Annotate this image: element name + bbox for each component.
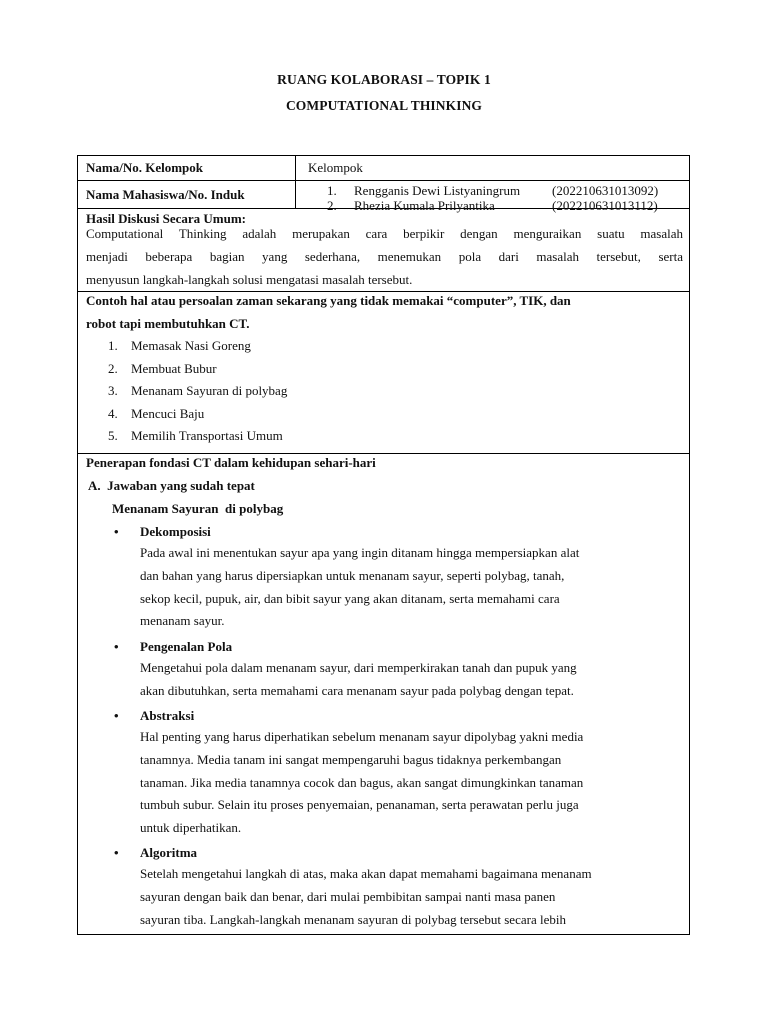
discussion-line: Computational Thinking adalah merupakan cara berpikir dengan menguraikan suatu masalah <box>86 226 683 241</box>
section-line: sekop kecil, pupuk, air, dan bibit sayur yang akan ditanam, serta memahami cara <box>140 590 560 606</box>
bullet-icon: • <box>114 639 119 654</box>
list-number: 2. <box>108 360 118 376</box>
section-title: Dekomposisi <box>140 524 211 539</box>
student-name: Rhezia Kumala Prilyantika <box>354 198 495 213</box>
section-line: untuk diperhatikan. <box>140 820 242 836</box>
section-line: Setelah mengetahui langkah di atas, maka akan dapat memahami bagaimana menanam <box>140 866 592 881</box>
section-body <box>140 657 680 703</box>
document-subtitle: COMPUTATIONAL THINKING <box>285 98 483 113</box>
group-value: Kelompok <box>308 160 363 175</box>
section-title: Abstraksi <box>140 708 195 723</box>
list-text: Mencuci Baju <box>131 405 205 421</box>
section-line: menanam sayur. <box>140 613 225 629</box>
collaboration-table <box>77 155 690 935</box>
student-id: (202210631013092) <box>552 183 659 198</box>
document-title: RUANG KOLABORASI – TOPIK 1 <box>277 72 491 87</box>
section-line: tanaman. Jika media tanamnya cocok dan bagus, akan sangat dimungkinkan tanaman <box>140 774 584 790</box>
bullet-icon: • <box>114 708 119 723</box>
section-line: sayuran tiba. Langkah-langkah menanam sayuran di polybag tersebut secara lebih <box>140 911 566 927</box>
section-line: Mengetahui pola dalam menanam sayur, dari memperkirakan tanah dan pupuk yang <box>140 660 577 675</box>
section-body <box>140 863 680 931</box>
section-title: Pengenalan Pola <box>140 639 233 654</box>
table-row-students <box>78 181 689 213</box>
student-number: 1. <box>327 183 337 198</box>
group-label: Nama/No. Kelompok <box>86 160 203 175</box>
discussion-heading: Hasil Diskusi Secara Umum: <box>86 211 246 226</box>
application-subheading: A. Jawaban yang sudah tepat <box>88 478 255 493</box>
section-body <box>140 726 680 840</box>
discussion-paragraph <box>86 222 683 291</box>
application-topic: Menanam Sayuran di polybag <box>112 501 284 516</box>
discussion-line: menjadi beberapa bagian yang sederhana, menemukan pola dari masalah tersebut, serta <box>86 249 683 264</box>
application-heading: Penerapan fondasi CT dalam kehidupan sehari-hari <box>86 455 376 470</box>
student-name: Rengganis Dewi Listyaningrum <box>354 183 521 198</box>
list-number: 3. <box>108 383 118 399</box>
section-line: akan dibutuhkan, serta memahami cara menanam sayur pada polybag dengan tepat. <box>140 682 574 698</box>
students-label: Nama Mahasiswa/No. Induk <box>86 187 245 202</box>
section-line: Pada awal ini menentukan sayur apa yang ingin ditanam hingga mempersiapkan alat <box>140 545 580 560</box>
section-line: tanamnya. Media tanam ini sangat mempengaruhi bagus tidaknya perkembangan <box>140 751 562 767</box>
list-number: 4. <box>108 405 118 421</box>
examples-question-line: robot tapi membutuhkan CT. <box>86 316 250 331</box>
bullet-icon: • <box>114 845 119 860</box>
examples-question-line: Contoh hal atau persoalan zaman sekarang yang tidak memakai “computer”, TIK, dan <box>86 293 571 308</box>
bullet-icon: • <box>114 524 119 539</box>
list-number: 5. <box>108 428 118 444</box>
student-number: 2. <box>327 198 337 213</box>
table-row-discussion <box>78 209 689 292</box>
list-number: 1. <box>108 338 118 353</box>
section-title: Algoritma <box>140 845 198 860</box>
column-divider <box>295 156 296 180</box>
list-text: Memilih Transportasi Umum <box>131 428 283 444</box>
section-line: dan bahan yang harus dipersiapkan untuk menanam sayur, seperti polybag, tanah, <box>140 567 565 583</box>
list-text: Membuat Bubur <box>131 360 217 376</box>
student-id: (202210631013112) <box>552 198 658 213</box>
discussion-line: menyusun langkah-langkah solusi mengatasi masalah tersebut. <box>86 272 413 287</box>
section-body <box>140 542 680 633</box>
table-row-examples <box>78 292 689 454</box>
column-divider <box>295 181 296 208</box>
section-line: sayuran dengan baik dan benar, dari mulai pembibitan sampai nanti masa panen <box>140 888 556 904</box>
table-row-application <box>78 454 689 934</box>
section-line: tumbuh subur. Selain itu proses penyemaian, penanaman, serta perawatan perlu juga <box>140 797 579 813</box>
list-text: Memasak Nasi Goreng <box>131 338 251 353</box>
list-text: Menanam Sayuran di polybag <box>131 383 288 399</box>
table-row-group <box>78 156 689 181</box>
section-line: Hal penting yang harus diperhatikan sebelum menanam sayur dipolybag yakni media <box>140 729 584 744</box>
examples-question <box>86 289 683 335</box>
